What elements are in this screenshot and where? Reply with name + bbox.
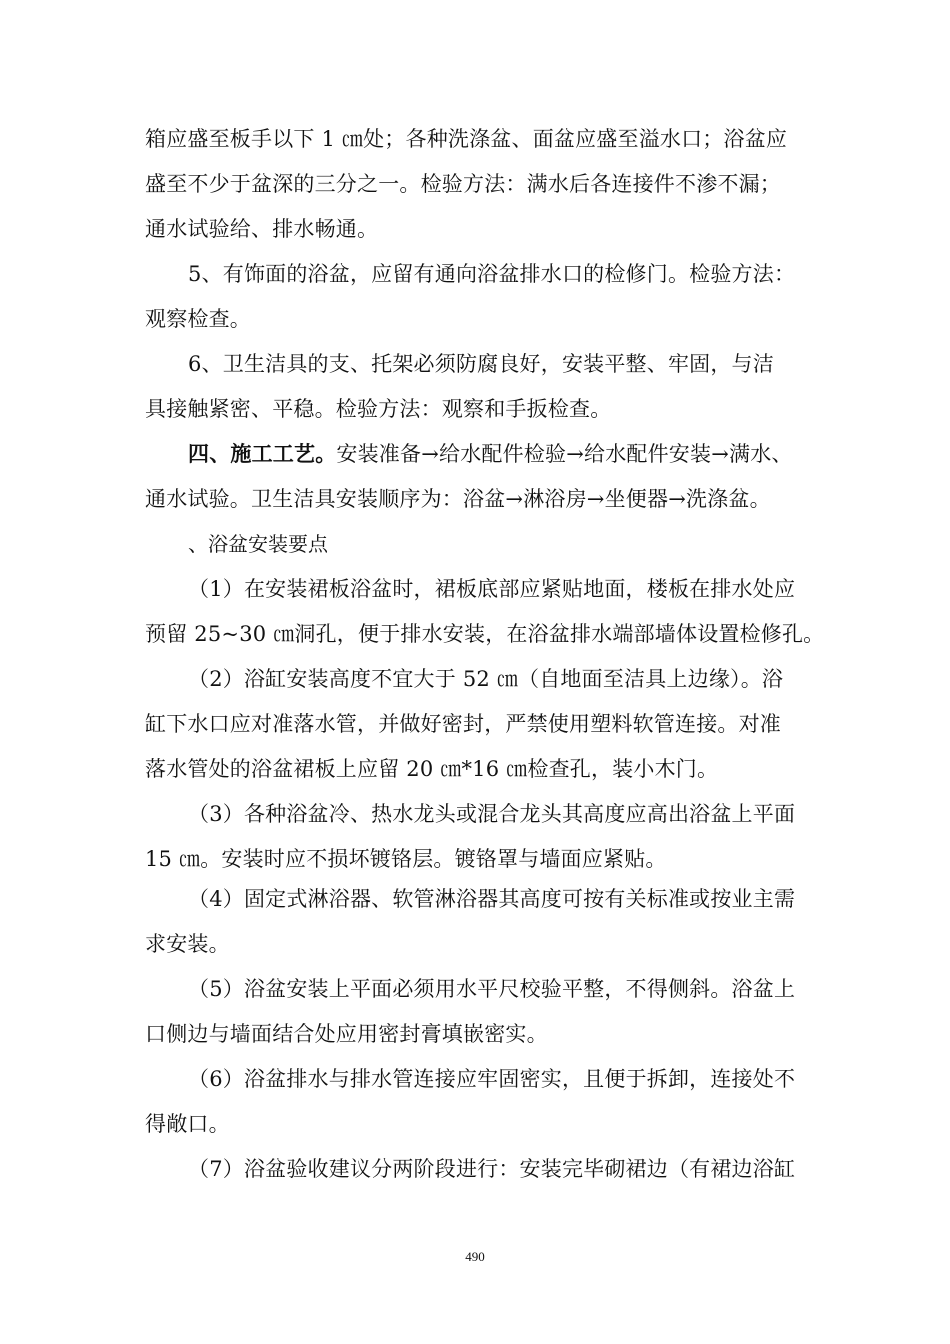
text-line: （4）固定式淋浴器、软管淋浴器其高度可按有关标准或按业主需: [188, 887, 796, 911]
text-line: 具接触紧密、平稳。检验方法：观察和手扳检查。: [145, 397, 612, 421]
text-line: 通水试验。卫生洁具安装顺序为：浴盆→淋浴房→坐便器→洗涤盆。: [145, 487, 771, 511]
text-line: 观察检查。: [145, 307, 251, 331]
text-line: 5、有饰面的浴盆，应留有通向浴盆排水口的检修门。检验方法：: [188, 262, 796, 286]
section-text: 安装准备→给水配件检验→给水配件安装→满水、: [336, 442, 793, 466]
subsection-heading: 、浴盆安装要点: [188, 532, 328, 556]
text-line: （5）浴盆安装上平面必须用水平尺校验平整，不得侧斜。浴盆上: [188, 977, 796, 1001]
text-line: 落水管处的浴盆裙板上应留 20 ㎝*16 ㎝检查孔，装小木门。: [145, 757, 719, 781]
text-line: 缸下水口应对准落水管，并做好密封，严禁使用塑料软管连接。对准: [145, 712, 781, 736]
section-line: [188, 439, 793, 469]
text-line: 求安装。: [145, 932, 230, 956]
text-line: 预留 25~30 ㎝洞孔，便于排水安装，在浴盆排水端部墙体设置检修孔。: [145, 622, 825, 646]
text-line: 15 ㎝。安装时应不损坏镀铬层。镀铬罩与墙面应紧贴。: [145, 847, 667, 871]
text-line: （3）各种浴盆冷、热水龙头或混合龙头其高度应高出浴盆上平面: [188, 802, 796, 826]
text-line: 箱应盛至板手以下 1 ㎝处；各种洗涤盆、面盆应盛至溢水口；浴盆应: [145, 127, 788, 151]
text-line: （1）在安装裙板浴盆时，裙板底部应紧贴地面，楼板在排水处应: [188, 577, 796, 601]
text-line: 得敞口。: [145, 1112, 230, 1136]
text-line: （2）浴缸安装高度不宜大于 52 ㎝（自地面至洁具上边缘）。浴: [188, 667, 784, 691]
text-line: 通水试验给、排水畅通。: [145, 217, 379, 241]
text-line: 口侧边与墙面结合处应用密封膏填嵌密实。: [145, 1022, 548, 1046]
text-line: 6、卫生洁具的支、托架必须防腐良好，安装平整、牢固，与洁: [188, 352, 774, 376]
page-number: 490: [465, 1249, 485, 1264]
section-heading: 四、施工工艺。: [188, 442, 337, 466]
text-line: （7）浴盆验收建议分两阶段进行：安装完毕砌裙边（有裙边浴缸: [188, 1157, 796, 1181]
text-line: （6）浴盆排水与排水管连接应牢固密实，且便于拆卸，连接处不: [188, 1067, 796, 1091]
text-line: 盛至不少于盆深的三分之一。检验方法：满水后各连接件不渗不漏；: [145, 172, 781, 196]
